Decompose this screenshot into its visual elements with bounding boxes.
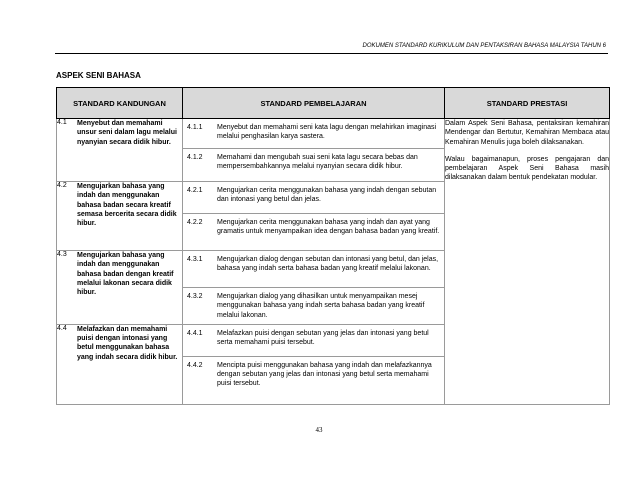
- kandungan-cell: [57, 182, 183, 251]
- kandungan-cell: [57, 119, 183, 182]
- column-header-prestasi: STANDARD PRESTASI: [445, 88, 610, 119]
- table-header-row: [57, 88, 610, 119]
- pembelajaran-text: Mencipta puisi menggunakan bahasa yang indah dan melafazkannya dengan sebutan yang jelas dan intonasi yang betul serta memahami puisi tersebut.: [217, 361, 432, 388]
- pembelajaran-text: Menyebut dan memahami seni kata lagu dengan melahirkan imaginasi melalui penghasilan karya sastera.: [217, 124, 437, 141]
- kandungan-number: 4.2: [57, 182, 67, 189]
- kandungan-text: Mengujarkan bahasa yang indah dan menggunakan bahasa badan secara kreatif semasa bercerita secara didik hibur.: [77, 183, 177, 228]
- pembelajaran-item: [183, 287, 444, 324]
- kandungan-cell: [57, 324, 183, 404]
- pembelajaran-number: 4.3.2: [187, 293, 203, 300]
- pembelajaran-item: [183, 148, 444, 176]
- pembelajaran-text: Mengujarkan cerita menggunakan bahasa yang indah dengan sebutan dan intonasi yang betul dan jelas.: [217, 187, 437, 204]
- pembelajaran-item: [183, 251, 444, 287]
- kandungan-number: 4.3: [57, 251, 67, 258]
- pembelajaran-number: 4.3.1: [187, 256, 203, 263]
- pembelajaran-number: 4.4.2: [187, 361, 203, 369]
- kandungan-cell: [57, 251, 183, 325]
- header-rule: [55, 53, 608, 54]
- pembelajaran-text: Mengujarkan cerita menggunakan bahasa yang indah dan ayat yang gramatis untuk menyampaikan idea dengan bahasa badan yang kreatif.: [217, 219, 440, 236]
- kandungan-text: Melafazkan dan memahami puisi dengan intonasi yang betul menggunakan bahasa yang indah secara didik hibur.: [77, 325, 178, 361]
- prestasi-paragraph: Dalam Aspek Seni Bahasa, pentaksiran kemahiran Mendengar dan Bertutur, Kemahiran Membaca atau Kemahiran Menulis juga boleh dilaksanakan.: [445, 120, 609, 146]
- pembelajaran-item: [183, 356, 444, 393]
- pembelajaran-cell: [183, 119, 445, 182]
- kandungan-number: 4.4: [57, 324, 67, 332]
- pembelajaran-number: 4.1.1: [187, 124, 203, 131]
- table-row: [57, 119, 610, 182]
- pembelajaran-number: 4.1.2: [187, 154, 203, 161]
- kandungan-text: Mengujarkan bahasa yang indah dan menggunakan bahasa badan dengan kreatif melalui lakonan secara didik hibur.: [77, 252, 174, 297]
- section-title: ASPEK SENI BAHASA: [56, 71, 141, 80]
- kandungan-text: Menyebut dan memahami unsur seni dalam lagu melalui nyanyian secara didik hibur.: [77, 120, 177, 146]
- pembelajaran-item: [183, 325, 444, 356]
- pembelajaran-number: 4.2.1: [187, 187, 203, 194]
- document-header: DOKUMEN STANDARD KURIKULUM DAN PENTAKSIRAN BAHASA MALAYSIA TAHUN 6: [362, 43, 606, 49]
- prestasi-paragraph: Walau bagaimanapun, proses pengajaran dan pembelajaran Aspek Seni Bahasa masih dilaksanakan dalam bentuk pendekatan modular.: [445, 155, 609, 182]
- pembelajaran-text: Mengujarkan dialog dengan sebutan dan intonasi yang betul, dan jelas, bahasa yang indah serta bahasa badan yang kreatif melalui lakonan.: [217, 256, 439, 273]
- pembelajaran-cell: [183, 251, 445, 325]
- prestasi-cell: [445, 119, 610, 405]
- pembelajaran-cell: [183, 182, 445, 251]
- standards-table: [56, 87, 610, 405]
- pembelajaran-number: 4.4.1: [187, 329, 203, 337]
- pembelajaran-text: Mengujarkan dialog yang dihasilkan untuk menyampaikan mesej menggunakan bahasa yang indah serta bahasa badan yang kreatif melalui lakonan.: [217, 293, 425, 319]
- pembelajaran-item: [183, 182, 444, 213]
- pembelajaran-cell: [183, 324, 445, 404]
- column-header-pembelajaran: STANDARD PEMBELAJARAN: [183, 88, 445, 119]
- pembelajaran-text: Memahami dan mengubah suai seni kata lagu secara bebas dan mempersembahkannya melalui nyanyian secara didik hibur.: [217, 154, 418, 171]
- pembelajaran-number: 4.2.2: [187, 219, 203, 226]
- pembelajaran-text: Melafazkan puisi dengan sebutan yang jelas dan intonasi yang betul serta memahami puisi tersebut.: [217, 329, 429, 347]
- page-number: 43: [315, 426, 323, 434]
- column-header-kandungan: STANDARD KANDUNGAN: [57, 88, 183, 119]
- pembelajaran-item: [183, 119, 444, 148]
- pembelajaran-item: [183, 213, 444, 241]
- kandungan-number: 4.1: [57, 119, 67, 126]
